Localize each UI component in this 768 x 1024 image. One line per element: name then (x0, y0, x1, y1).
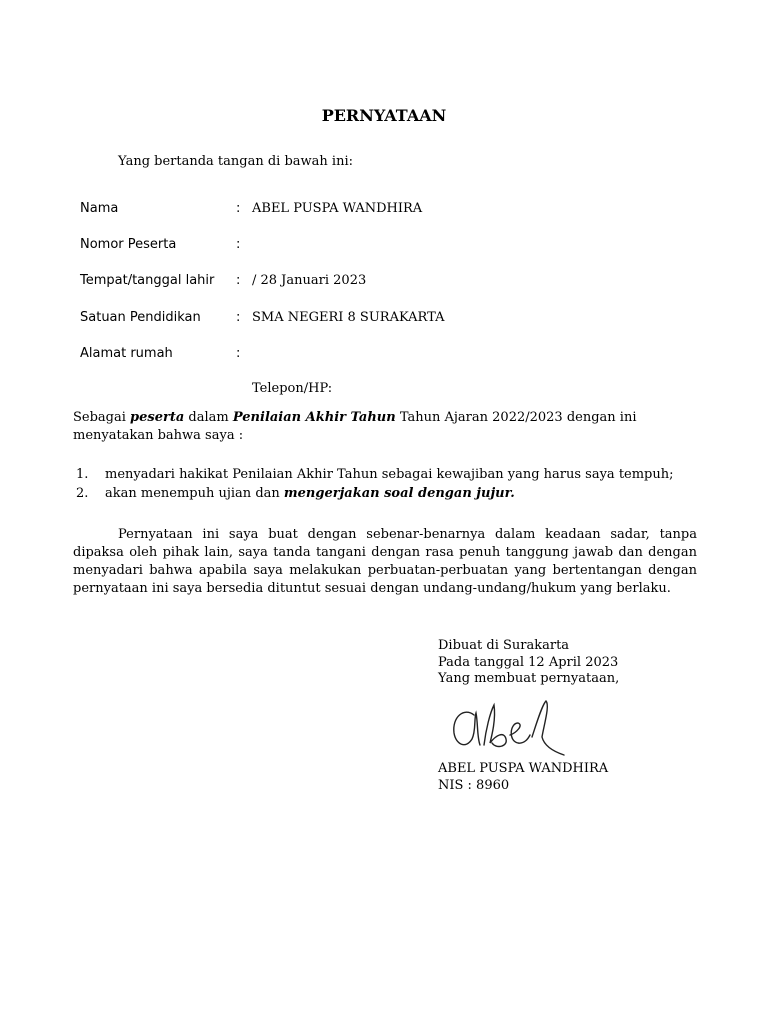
statement-text: Sebagai (73, 410, 131, 425)
document-title: PERNYATAAN (321, 106, 447, 125)
list-number: 2. (76, 486, 89, 501)
list-text: akan menempuh ujian dan mengerjakan soal dengan jujur. (105, 486, 515, 501)
sign-block (438, 637, 619, 687)
statement-text: Tahun Ajaran 2022/2023 dengan ini menyatakan bahwa saya : (73, 410, 637, 443)
signer-name: ABEL PUSPA WANDHIRA (438, 761, 609, 776)
phone-label: Telepon/HP: (252, 381, 333, 396)
field-label-nomor-peserta: Nomor Peserta (80, 237, 177, 252)
sign-date: Pada tanggal 12 April 2023 (438, 654, 619, 670)
field-colon: : (236, 346, 241, 361)
field-value-tempat-tanggal-lahir: / 28 Januari 2023 (252, 273, 367, 288)
closing-paragraph: Pernyataan ini saya buat dengan sebenar-benarnya dalam keadaan sadar, tanpa dipaksa oleh pihak lain, saya tanda tangani dengan rasa penuh tanggung jawab dan dengan menyadari bahwa apabila saya melakukan perbuatan-perbuatan yang bertentangan dengan pernyataan ini saya bersedia dituntut sesuai dengan undang-undang/hukum yang berlaku. (73, 527, 697, 596)
field-value-satuan-pendidikan: SMA NEGERI 8 SURAKARTA (252, 310, 445, 325)
statement-paragraph (73, 409, 693, 445)
statement-emphasis-penilaian: Penilaian Akhir Tahun (232, 410, 396, 425)
handwritten-signature (446, 695, 586, 757)
field-label-nama: Nama (80, 201, 119, 216)
signer-nis: NIS : 8960 (438, 778, 510, 793)
field-colon: : (236, 237, 241, 252)
sign-place: Dibuat di Surakarta (438, 638, 570, 653)
field-colon: : (236, 201, 241, 216)
field-label-satuan-pendidikan: Satuan Pendidikan (80, 310, 201, 325)
list-emphasis: mengerjakan soal dengan jujur. (283, 486, 515, 501)
signer-block (438, 760, 608, 794)
field-colon: : (236, 310, 241, 325)
field-label-tempat-tanggal-lahir: Tempat/tanggal lahir (80, 273, 215, 288)
field-label-alamat-rumah: Alamat rumah (80, 346, 173, 361)
sign-maker: Yang membuat pernyataan, (438, 671, 620, 686)
field-colon: : (236, 273, 241, 288)
statement-emphasis-peserta: peserta (130, 410, 185, 425)
intro-text: Yang bertanda tangan di bawah ini: (118, 154, 353, 169)
field-value-nama: ABEL PUSPA WANDHIRA (252, 201, 423, 216)
list-number: 1. (76, 467, 89, 482)
statement-text: dalam (184, 410, 233, 425)
list-text: menyadari hakikat Penilaian Akhir Tahun sebagai kewajiban yang harus saya tempuh; (105, 467, 674, 482)
